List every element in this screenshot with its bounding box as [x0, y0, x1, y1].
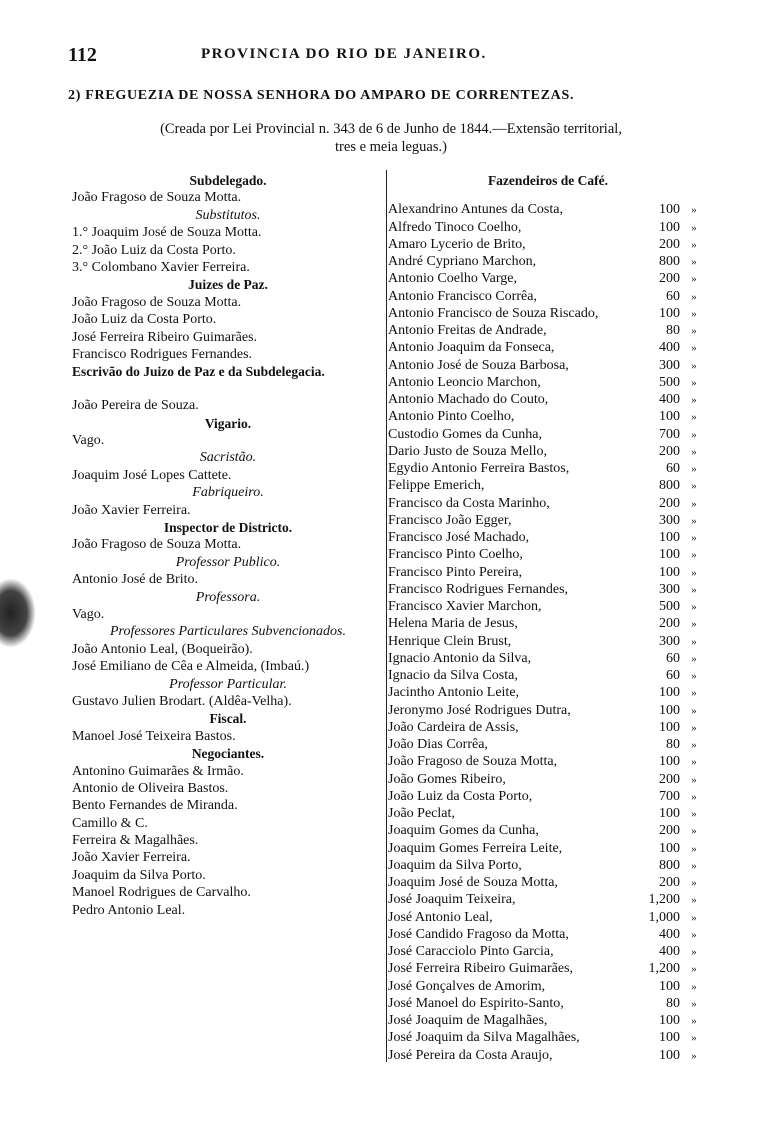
negociante-name: Ferreira & Magalhães.: [72, 833, 199, 849]
juizes-heading: Juizes de Paz.: [188, 277, 268, 293]
sacristao-name: Joaquim José Lopes Cattete.: [72, 467, 232, 483]
fazendeiro-row: [388, 978, 708, 995]
professor-subvencionado-name: João Antonio Leal, (Boqueirão).: [72, 641, 253, 657]
fazendeiro-amount: 100: [659, 806, 680, 822]
fazendeiro-row: [388, 322, 708, 339]
fazendeiro-name: João Peclat,: [388, 806, 455, 822]
fazendeiro-name: Antonio Leoncio Marchon,: [388, 374, 541, 390]
fazendeiro-amount: 300: [659, 581, 680, 597]
subdelegado-name: João Fragoso de Souza Motta.: [72, 190, 242, 206]
fazendeiro-name: Francisco João Egger,: [388, 512, 512, 528]
ditto-mark: »: [691, 980, 697, 993]
ditto-mark: »: [691, 549, 697, 562]
fazendeiro-name: José Ferreira Ribeiro Guimarães,: [388, 961, 574, 977]
fazendeiro-row: [388, 1012, 708, 1029]
ditto-mark: »: [691, 411, 697, 424]
fazendeiro-amount: 1,000: [648, 909, 680, 925]
fazendeiro-amount: 100: [659, 547, 680, 563]
fazendeiro-amount: 500: [659, 374, 680, 390]
negociante-name: Camillo & C.: [72, 815, 148, 831]
fabriqueiro-name: João Xavier Ferreira.: [72, 502, 191, 518]
fazendeiro-name: Antonio Machado do Couto,: [388, 392, 549, 408]
subtitle-line: tres e meia leguas.): [335, 139, 447, 155]
subdelegado-heading: Subdelegado.: [189, 173, 267, 188]
fazendeiro-row: [388, 650, 708, 667]
fazendeiro-amount: 80: [666, 737, 680, 753]
fazendeiro-amount: 100: [659, 978, 680, 994]
fazendeiro-amount: 100: [659, 1047, 680, 1063]
fazendeiro-amount: 100: [659, 840, 680, 856]
fazendeiro-amount: 100: [659, 1013, 680, 1029]
fazendeiro-row: [388, 788, 708, 805]
fazendeiro-name: José Joaquim de Magalhães,: [388, 1013, 548, 1029]
negociante-name: Antonino Guimarães & Irmão.: [72, 763, 244, 779]
fazendeiro-row: [388, 495, 708, 512]
fazendeiro-amount: 1,200: [648, 961, 680, 977]
ditto-mark: »: [691, 756, 697, 769]
fazendeiro-amount: 100: [659, 719, 680, 735]
fazendeiro-row: [388, 909, 708, 926]
fazendeiro-name: José Caracciolo Pinto Garcia,: [388, 944, 554, 960]
fazendeiro-row: [388, 822, 708, 839]
fazendeiro-amount: 700: [659, 788, 680, 804]
fazendeiro-row: [388, 926, 708, 943]
ditto-mark: »: [691, 394, 697, 407]
fazendeiro-amount: 80: [666, 995, 680, 1011]
fazendeiro-amount: 800: [659, 478, 680, 494]
fazendeiro-amount: 200: [659, 771, 680, 787]
fazendeiro-row: [388, 305, 708, 322]
fazendeiro-row: [388, 546, 708, 563]
fazendeiro-row: [388, 771, 708, 788]
fazendeiro-name: José Pereira da Costa Araujo,: [388, 1047, 553, 1063]
fazendeiro-name: Antonio Freitas de Andrade,: [388, 323, 547, 339]
negociante-name: Bento Fernandes de Miranda.: [72, 798, 238, 814]
fazendeiro-name: José Joaquim da Silva Magalhães,: [388, 1030, 580, 1046]
ditto-mark: »: [691, 325, 697, 338]
fazendeiro-amount: 400: [659, 340, 680, 356]
fazendeiro-amount: 100: [659, 702, 680, 718]
ditto-mark: »: [691, 739, 697, 752]
ditto-mark: »: [691, 652, 697, 665]
fazendeiro-name: José Antonio Leal,: [388, 909, 493, 925]
fazendeiro-row: [388, 1047, 708, 1064]
ditto-mark: »: [691, 290, 697, 303]
ditto-mark: »: [691, 877, 697, 890]
sacristao-heading: Sacristão.: [199, 450, 257, 466]
fazendeiro-name: Francisco Pinto Coelho,: [388, 547, 523, 563]
fazendeiro-name: Ignacio Antonio da Silva,: [388, 650, 532, 666]
officials-column: [72, 172, 384, 919]
fazendeiro-row: [388, 408, 708, 425]
ditto-mark: »: [691, 221, 697, 234]
fazendeiro-row: [388, 1029, 708, 1046]
juiz-name: José Ferreira Ribeiro Guimarães.: [72, 329, 258, 345]
fazendeiro-name: José Joaquim Teixeira,: [388, 892, 516, 908]
fazendeiro-name: Antonio Francisco Corrêa,: [388, 288, 537, 304]
fazendeiro-amount: 400: [659, 926, 680, 942]
professor-publico-heading: Professor Publico.: [175, 554, 281, 570]
fazendeiro-row: [388, 426, 708, 443]
substituto-name: 3.° Colombano Xavier Ferreira.: [72, 259, 250, 275]
negociantes-heading: Negociantes.: [191, 746, 265, 762]
professor-publico-name: Antonio José de Brito.: [72, 572, 198, 588]
ditto-mark: »: [691, 463, 697, 476]
juiz-name: Francisco Rodrigues Fernandes.: [72, 346, 253, 362]
ditto-mark: »: [691, 359, 697, 372]
negociante-name: João Xavier Ferreira.: [72, 850, 191, 866]
fazendeiro-name: Dario Justo de Souza Mello,: [388, 443, 548, 459]
ditto-mark: »: [691, 238, 697, 251]
ditto-mark: »: [691, 583, 697, 596]
fazendeiro-name: Ignacio da Silva Costa,: [388, 668, 518, 684]
ditto-mark: »: [691, 670, 697, 683]
fazendeiro-amount: 200: [659, 271, 680, 287]
fazendeiro-name: Francisco Rodrigues Fernandes,: [388, 581, 569, 597]
ditto-mark: »: [691, 497, 697, 510]
fazendeiro-name: Amaro Lycerio de Brito,: [388, 236, 526, 252]
fazendeiro-row: [388, 201, 708, 218]
fazendeiro-name: José Manoel do Espirito-Santo,: [388, 995, 564, 1011]
ditto-mark: »: [691, 566, 697, 579]
fazendeiro-row: [388, 529, 708, 546]
fazendeiro-amount: 300: [659, 512, 680, 528]
fazendeiro-name: Francisco Xavier Marchon,: [388, 599, 542, 615]
fazendeiro-row: [388, 253, 708, 270]
ditto-mark: »: [691, 825, 697, 838]
fazendeiro-amount: 300: [659, 633, 680, 649]
fazendeiro-amount: 100: [659, 754, 680, 770]
fazendeiro-row: [388, 564, 708, 581]
subtitle-line: (Creada por Lei Provincial n. 343 de 6 de Junho de 1844.—Extensão territorial,: [160, 121, 622, 137]
fazendeiros-heading: Fazendeiros de Café.: [487, 173, 609, 188]
ditto-mark: »: [691, 273, 697, 286]
vigario-name: Vago.: [72, 433, 105, 449]
escrivao-name: João Pereira de Souza.: [72, 398, 199, 414]
fazendeiro-amount: 100: [659, 530, 680, 546]
substitutos-heading: Substitutos.: [195, 207, 261, 223]
fazendeiro-row: [388, 995, 708, 1012]
fazendeiro-amount: 400: [659, 392, 680, 408]
ditto-mark: »: [691, 532, 697, 545]
fazendeiro-name: Egydio Antonio Ferreira Bastos,: [388, 461, 570, 477]
fazendeiro-amount: 400: [659, 944, 680, 960]
inspector-heading: Inspector de Districto.: [163, 520, 293, 536]
fazendeiro-name: José Candido Fragoso da Motta,: [388, 926, 569, 942]
fazendeiro-row: [388, 667, 708, 684]
fazendeiro-amount: 60: [666, 650, 680, 666]
substituto-name: 2.° João Luiz da Costa Porto.: [72, 242, 236, 258]
fazendeiro-row: [388, 702, 708, 719]
fazendeiro-row: [388, 581, 708, 598]
fazendeiro-amount: 300: [659, 357, 680, 373]
fazendeiro-row: [388, 443, 708, 460]
fazendeiro-amount: 100: [659, 1030, 680, 1046]
fazendeiro-amount: 800: [659, 254, 680, 270]
fazendeiro-row: [388, 615, 708, 632]
professor-particular-heading: Professor Particular.: [169, 676, 287, 692]
ditto-mark: »: [691, 859, 697, 872]
fazendeiro-amount: 60: [666, 288, 680, 304]
professores-subvencionados-heading: Professores Particulares Subvencionados.: [109, 624, 347, 640]
fazendeiro-amount: 200: [659, 443, 680, 459]
negociante-name: Joaquim da Silva Porto.: [72, 867, 206, 883]
fazendeiro-name: João Gomes Ribeiro,: [388, 771, 506, 787]
fazendeiro-name: André Cypriano Marchon,: [388, 254, 537, 270]
fazendeiro-name: Joaquim da Silva Porto,: [388, 857, 522, 873]
fazendeiro-amount: 100: [659, 685, 680, 701]
ditto-mark: »: [691, 687, 697, 700]
negociante-name: Pedro Antonio Leal.: [72, 902, 186, 918]
fazendeiros-column: [388, 172, 708, 1064]
fazendeiro-row: [388, 288, 708, 305]
ditto-mark: »: [691, 721, 697, 734]
ditto-mark: »: [691, 1015, 697, 1028]
ditto-mark: »: [691, 946, 697, 959]
fazendeiro-name: Helena Maria de Jesus,: [388, 616, 518, 632]
fazendeiro-name: Joaquim Gomes Ferreira Leite,: [388, 840, 563, 856]
fazendeiro-row: [388, 874, 708, 891]
fazendeiro-amount: 200: [659, 236, 680, 252]
fazendeiro-row: [388, 270, 708, 287]
fazendeiro-row: [388, 339, 708, 356]
running-title: PROVINCIA DO RIO DE JANEIRO.: [201, 46, 487, 62]
negociante-name: Manoel Rodrigues de Carvalho.: [72, 885, 251, 901]
fazendeiro-row: [388, 891, 708, 908]
fiscal-heading: Fiscal.: [209, 711, 247, 727]
fazendeiro-name: Antonio Coelho Varge,: [388, 271, 517, 287]
ditto-mark: »: [691, 342, 697, 355]
fazendeiro-amount: 200: [659, 875, 680, 891]
fazendeiro-name: Custodio Gomes da Cunha,: [388, 426, 542, 442]
fazendeiro-amount: 500: [659, 599, 680, 615]
fazendeiro-row: [388, 753, 708, 770]
fazendeiro-name: Antonio Joaquim da Fonseca,: [388, 340, 555, 356]
fazendeiro-name: Antonio Francisco de Souza Riscado,: [388, 305, 599, 321]
fazendeiro-row: [388, 460, 708, 477]
fazendeiro-name: João Luiz da Costa Porto,: [388, 788, 533, 804]
fazendeiro-amount: 200: [659, 495, 680, 511]
fazendeiro-name: Francisco Pinto Pereira,: [388, 564, 523, 580]
ditto-mark: »: [691, 808, 697, 821]
ditto-mark: »: [691, 601, 697, 614]
fazendeiro-name: Jeronymo José Rodrigues Dutra,: [388, 702, 571, 718]
fiscal-name: Manoel José Teixeira Bastos.: [72, 728, 236, 744]
ditto-mark: »: [691, 963, 697, 976]
fazendeiro-row: [388, 236, 708, 253]
fazendeiro-name: Jacintho Antonio Leite,: [388, 685, 520, 701]
professor-subvencionado-name: José Emiliano de Cêa e Almeida, (Imbaú.): [72, 659, 310, 675]
fazendeiro-name: Antonio José de Souza Barbosa,: [388, 357, 569, 373]
juiz-name: João Luiz da Costa Porto.: [72, 312, 217, 328]
ditto-mark: »: [691, 842, 697, 855]
fazendeiro-amount: 100: [659, 305, 680, 321]
fazendeiro-amount: 100: [659, 409, 680, 425]
fazendeiro-row: [388, 684, 708, 701]
fazendeiro-amount: 80: [666, 323, 680, 339]
column-divider: [386, 170, 387, 1062]
fazendeiro-name: Joaquim José de Souza Motta,: [388, 875, 558, 891]
fazendeiro-row: [388, 736, 708, 753]
juiz-name: João Fragoso de Souza Motta.: [72, 294, 242, 310]
substituto-name: 1.° Joaquim José de Souza Motta.: [72, 225, 262, 241]
fazendeiro-row: [388, 633, 708, 650]
fabriqueiro-heading: Fabriqueiro.: [192, 485, 264, 501]
fazendeiro-name: Francisco José Machado,: [388, 530, 530, 546]
ditto-mark: »: [691, 928, 697, 941]
ditto-mark: »: [691, 307, 697, 320]
fazendeiro-row: [388, 357, 708, 374]
fazendeiro-row: [388, 805, 708, 822]
ditto-mark: »: [691, 514, 697, 527]
ditto-mark: »: [691, 256, 697, 269]
ditto-mark: »: [691, 704, 697, 717]
professor-particular-name: Gustavo Julien Brodart. (Aldêa-Velha).: [72, 693, 292, 709]
section-subtitle: [86, 120, 696, 156]
negociante-name: Antonio de Oliveira Bastos.: [72, 780, 229, 796]
ditto-mark: »: [691, 894, 697, 907]
fazendeiro-row: [388, 943, 708, 960]
fazendeiros-list: [388, 201, 708, 1064]
page-number: 112: [68, 44, 97, 66]
ditto-mark: »: [691, 618, 697, 631]
fazendeiro-row: [388, 391, 708, 408]
page-margin-blot: [0, 578, 36, 648]
fazendeiro-amount: 800: [659, 857, 680, 873]
fazendeiro-name: José Gonçalves de Amorim,: [388, 978, 546, 994]
fazendeiro-row: [388, 719, 708, 736]
escrivao-heading: Escrivão do Juizo de Paz e da Subdelegacia.: [72, 364, 325, 380]
fazendeiro-amount: 100: [659, 219, 680, 235]
ditto-mark: »: [691, 773, 697, 786]
fazendeiro-amount: 700: [659, 426, 680, 442]
fazendeiro-name: João Cardeira de Assis,: [388, 719, 519, 735]
fazendeiro-amount: 100: [659, 202, 680, 218]
fazendeiro-row: [388, 374, 708, 391]
fazendeiro-row: [388, 598, 708, 615]
fazendeiro-name: Henrique Clein Brust,: [388, 633, 512, 649]
section-title: 2) FREGUEZIA DE NOSSA SENHORA DO AMPARO DE CORRENTEZAS.: [68, 88, 575, 103]
fazendeiro-name: Antonio Pinto Coelho,: [388, 409, 515, 425]
ditto-mark: »: [691, 1032, 697, 1045]
inspector-name: João Fragoso de Souza Motta.: [72, 537, 242, 553]
fazendeiro-row: [388, 857, 708, 874]
fazendeiro-row: [388, 219, 708, 236]
fazendeiro-name: Felippe Emerich,: [388, 478, 485, 494]
ditto-mark: »: [691, 445, 697, 458]
fazendeiro-amount: 200: [659, 823, 680, 839]
ditto-mark: »: [691, 997, 697, 1010]
ditto-mark: »: [691, 911, 697, 924]
fazendeiro-row: [388, 477, 708, 494]
ditto-mark: »: [691, 480, 697, 493]
fazendeiro-name: Joaquim Gomes da Cunha,: [388, 823, 539, 839]
fazendeiro-amount: 1,200: [648, 892, 680, 908]
ditto-mark: »: [691, 428, 697, 441]
fazendeiro-amount: 60: [666, 668, 680, 684]
ditto-mark: »: [691, 376, 697, 389]
fazendeiro-name: João Dias Corrêa,: [388, 737, 488, 753]
fazendeiro-row: [388, 840, 708, 857]
professora-heading: Professora.: [195, 589, 261, 605]
ditto-mark: »: [691, 1049, 697, 1062]
fazendeiro-name: Francisco da Costa Marinho,: [388, 495, 550, 511]
fazendeiro-row: [388, 960, 708, 977]
fazendeiro-name: Alexandrino Antunes da Costa,: [388, 202, 563, 218]
fazendeiro-amount: 200: [659, 616, 680, 632]
ditto-mark: »: [691, 204, 697, 217]
fazendeiro-amount: 100: [659, 564, 680, 580]
ditto-mark: »: [691, 790, 697, 803]
vigario-heading: Vigario.: [204, 415, 252, 431]
fazendeiro-name: Alfredo Tinoco Coelho,: [388, 219, 522, 235]
fazendeiro-row: [388, 512, 708, 529]
ditto-mark: »: [691, 635, 697, 648]
professora-name: Vago.: [72, 606, 105, 622]
fazendeiro-name: João Fragoso de Souza Motta,: [388, 754, 558, 770]
fazendeiro-amount: 60: [666, 461, 680, 477]
